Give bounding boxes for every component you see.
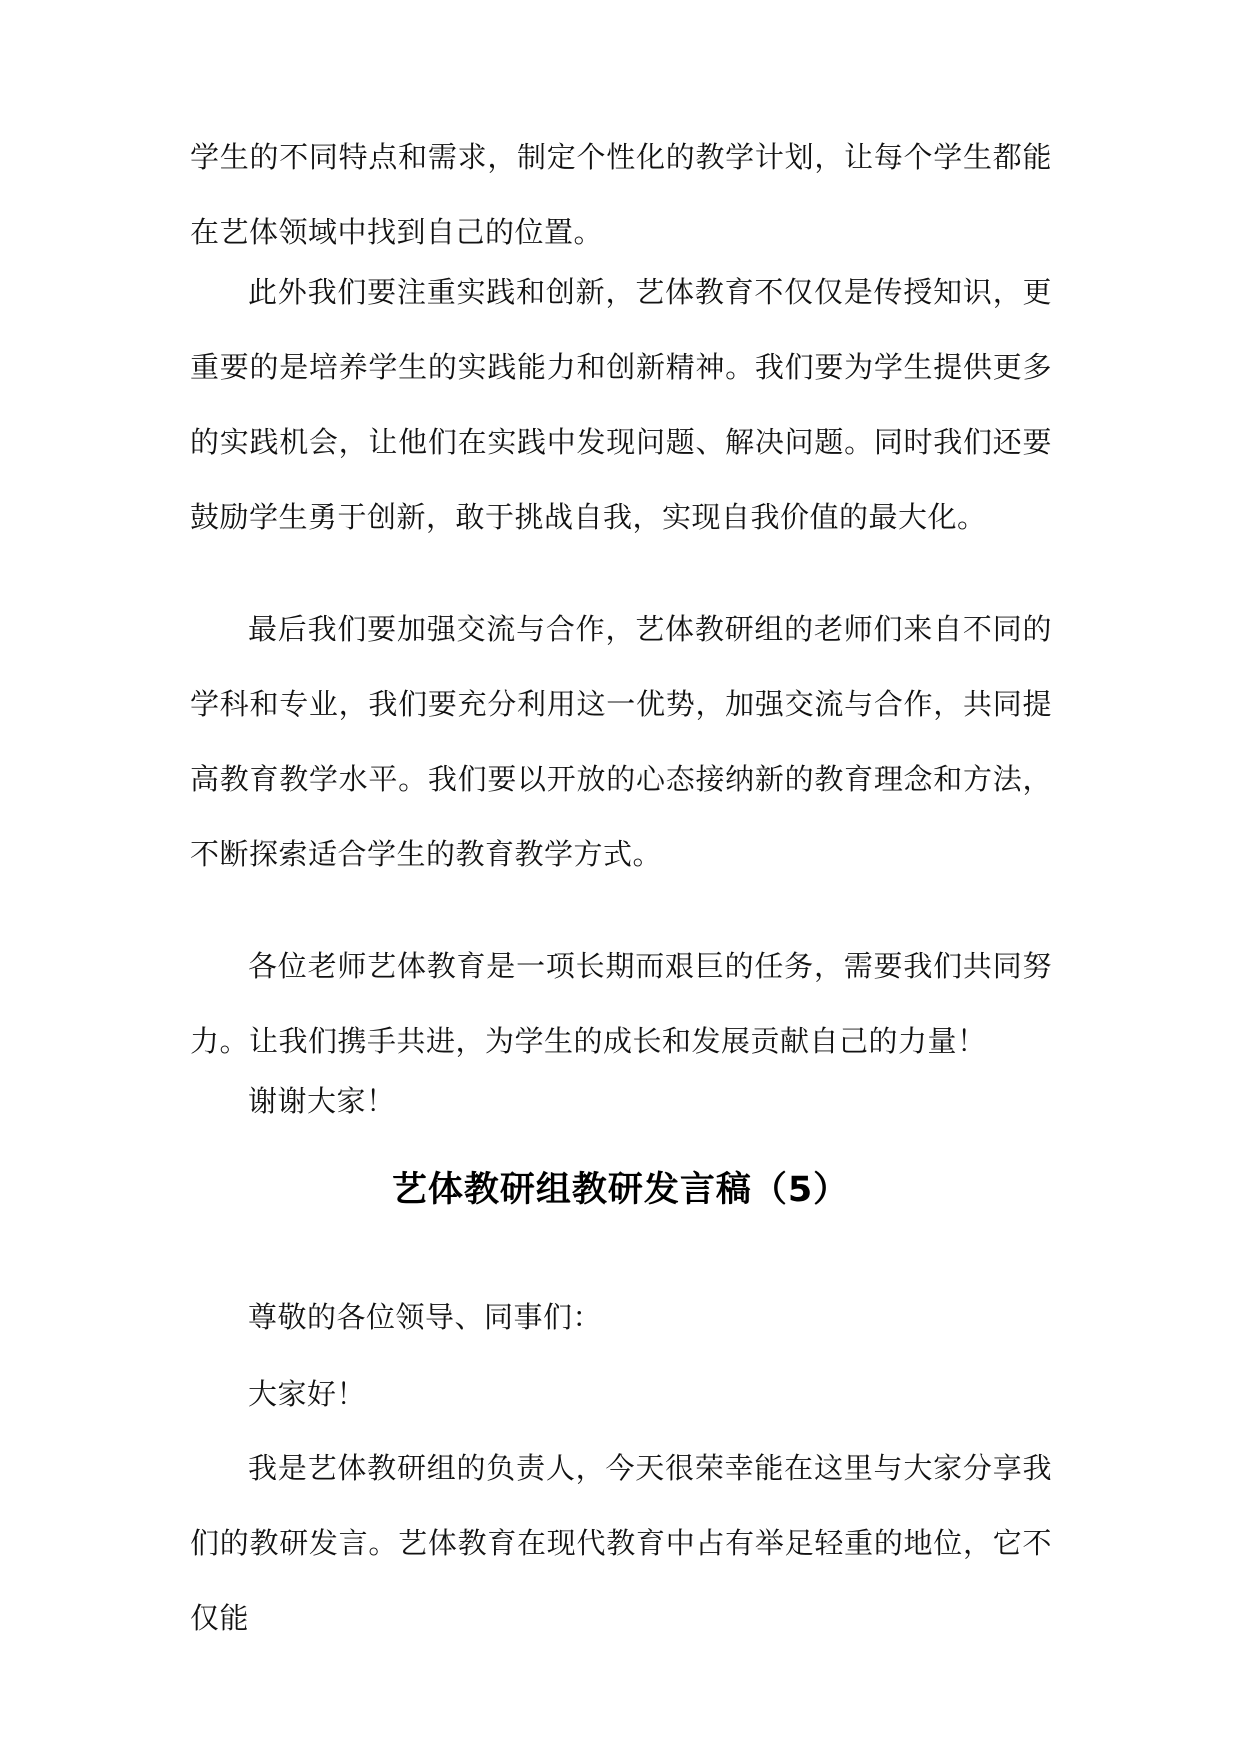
section-title: 艺体教研组教研发言稿（5） <box>391 1170 850 1210</box>
intro-paragraph: 我是艺体教研组的负责人，今天很荣幸能在这里与大家分享我们的教研发言。艺体教育在现代教育中占有举足轻重的地位，它不仅能 <box>190 1451 1052 1635</box>
greeting-line: 大家好！ <box>248 1377 367 1411</box>
paragraph-cooperation: 最后我们要加强交流与合作，艺体教研组的老师们来自不同的学科和专业，我们要充分利用这一优势，加强交流与合作，共同提高教育教学水平。我们要以开放的心态接纳新的教育理念和方法，不断探索适合学生的教育教学方式。 <box>190 612 1052 871</box>
salutation-line: 尊敬的各位领导、同事们： <box>248 1300 603 1334</box>
paragraph-closing: 各位老师艺体教育是一项长期而艰巨的任务，需要我们共同努力。让我们携手共进，为学生的成长和发展贡献自己的力量！ <box>190 949 1052 1058</box>
continuation-paragraph: 学生的不同特点和需求，制定个性化的教学计划，让每个学生都能在艺体领域中找到自己的位置。 <box>190 140 1052 249</box>
thanks-line: 谢谢大家！ <box>248 1084 396 1118</box>
paragraph-practice: 此外我们要注重实践和创新，艺体教育不仅仅是传授知识，更重要的是培养学生的实践能力和创新精神。我们要为学生提供更多的实践机会，让他们在实践中发现问题、解决问题。同时我们还要鼓励学生勇于创新，敢于挑战自我，实现自我价值的最大化。 <box>190 275 1052 534</box>
